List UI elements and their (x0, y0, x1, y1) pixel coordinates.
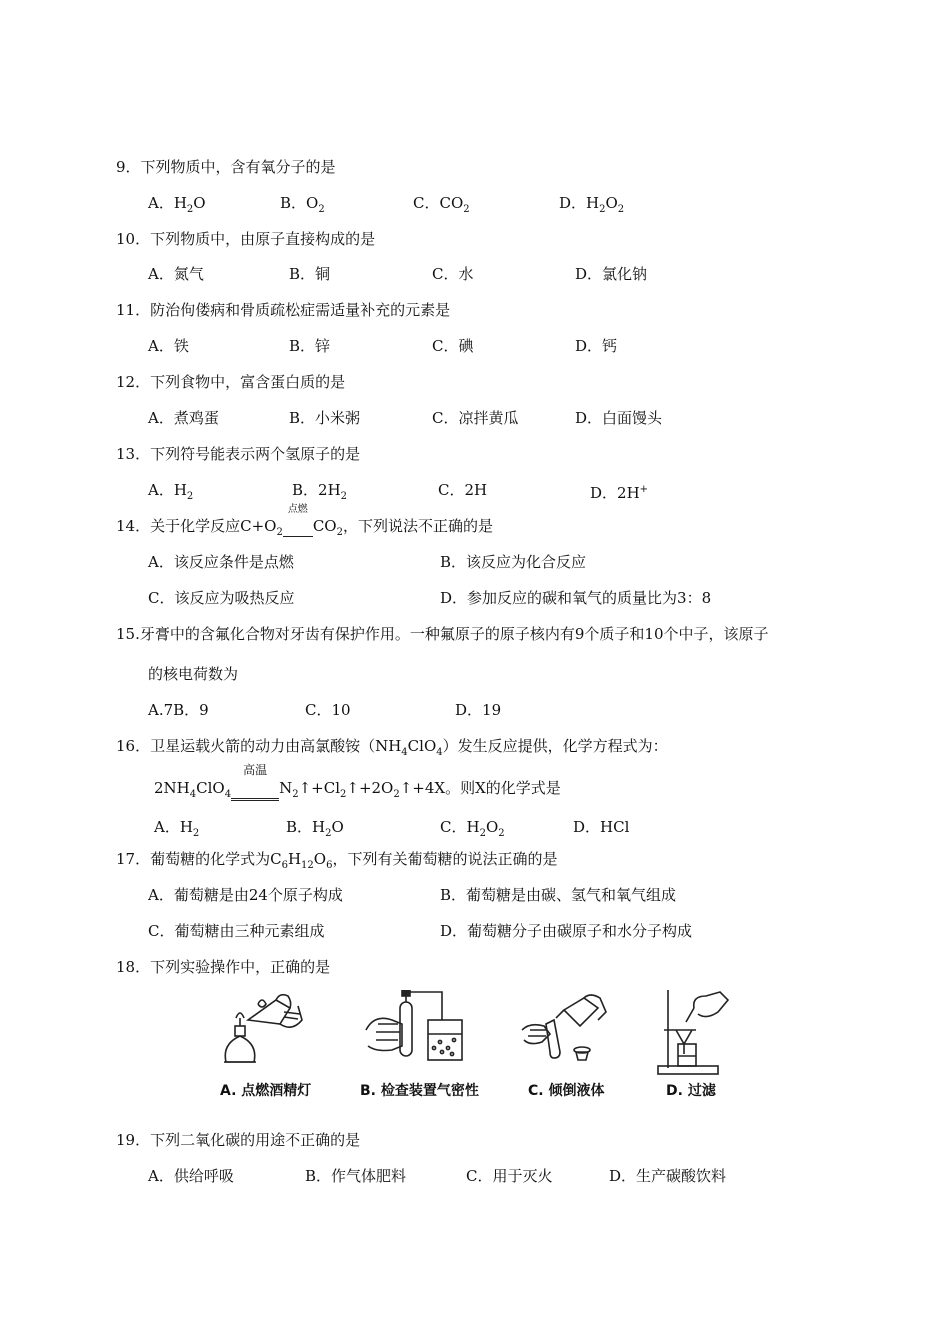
q16-option-d: D．HCl (573, 818, 630, 836)
q9-option-d: D．$H_2O_2$ (559, 194, 625, 215)
q19-option-d: D．生产碳酸饮料 (609, 1167, 727, 1185)
q9-stem: 9．下列物质中，含有氧分子的是 (116, 158, 336, 176)
figure-c-caption: C. 倾倒液体 (528, 1083, 605, 1099)
filtration-illustration (650, 988, 740, 1078)
q14-option-c: C．该反应为吸热反应 (148, 589, 295, 607)
q13-option-c: C．2H (438, 481, 488, 499)
q13-option-d: D．2H+ (590, 484, 649, 502)
q17-option-d: D．葡萄糖分子由碳原子和水分子构成 (440, 922, 693, 940)
q17-option-b: B．葡萄糖是由碳、氢气和氧气组成 (440, 886, 677, 904)
q16-stem: 16．卫星运载火箭的动力由高氯酸铵$(NH_4ClO_4)$发生反应提供，化学方程式为： (116, 737, 668, 758)
q9-option-a: A．$H_2O$ (148, 194, 206, 215)
q19-option-b: B．作气体肥料 (305, 1167, 407, 1185)
q17-option-a: A．葡萄糖是由24个原子构成 (148, 886, 343, 904)
q11-option-b: B．锌 (289, 337, 331, 355)
q10-option-c: C．水 (432, 265, 474, 283)
q14-option-b: B．该反应为化合反应 (440, 553, 587, 571)
q11-stem: 11．防治佝偻病和骨质疏松症需适量补充的元素是 (116, 301, 451, 319)
q17-stem: 17．葡萄糖的化学式为$C_6H_{12}O_6$，下列有关葡萄糖的说法正确的是 (116, 850, 558, 871)
q18-stem: 18．下列实验操作中，正确的是 (116, 958, 331, 976)
q12-option-a: A．煮鸡蛋 (148, 409, 219, 427)
q10-option-d: D．氯化钠 (575, 265, 648, 283)
q16-option-c: C．$H_2O_2$ (440, 818, 505, 839)
q16-option-a: A．$H_2$ (154, 818, 200, 839)
q12-option-c: C．凉拌黄瓜 (432, 409, 519, 427)
q13-option-a: A．$H_2$ (148, 481, 194, 502)
reaction-condition-equals: 高温 (231, 778, 279, 801)
q12-stem: 12．下列食物中，富含蛋白质的是 (116, 373, 346, 391)
q13-stem: 13．下列符号能表示两个氢原子的是 (116, 445, 361, 463)
q12-option-d: D．白面馒头 (575, 409, 663, 427)
figure-b-caption: B. 检查装置气密性 (360, 1083, 479, 1099)
q19-option-c: C．用于灭火 (466, 1167, 553, 1185)
q19-stem: 19．下列二氧化碳的用途不正确的是 (116, 1131, 361, 1149)
q9-option-b: B．$O_2$ (280, 194, 325, 215)
q14-stem: 14．关于化学反应$C+O_2$ 点燃 $CO_2$，下列说法不正确的是 (116, 504, 493, 538)
q12-option-b: B．小米粥 (289, 409, 361, 427)
q10-option-a: A．氮气 (148, 265, 204, 283)
q10-stem: 10．下列物质中，由原子直接构成的是 (116, 230, 376, 248)
q15-option-ab: A.7B．9 (148, 701, 209, 719)
figure-a-caption: A. 点燃酒精灯 (220, 1083, 312, 1099)
q11-option-a: A．铁 (148, 337, 189, 355)
q16-option-b: B．$H_2O$ (286, 818, 344, 839)
q13-option-b: B．$2H_2$ (292, 481, 348, 502)
q15-stem-line1: 15.牙膏中的含氟化合物对牙齿有保护作用。一种氟原子的原子核内有9个质子和10个中子，该原子 (116, 625, 769, 643)
q15-stem-line2: 的核电荷数为 (148, 665, 239, 683)
q9-option-c: C．$CO_2$ (413, 194, 470, 215)
q14-option-d: D．参加反应的碳和氧气的质量比为3：8 (440, 589, 712, 607)
q16-equation: $2NH_4ClO_4$ 高温 $N_2↑+Cl_2↑+2O_2↑+4X$。则X的化学式是 (154, 763, 561, 800)
q17-option-c: C．葡萄糖由三种元素组成 (148, 922, 325, 940)
q11-option-d: D．钙 (575, 337, 618, 355)
figure-d-caption: D. 过滤 (666, 1083, 716, 1099)
q15-option-c: C．10 (305, 701, 351, 719)
q14-option-a: A．该反应条件是点燃 (148, 553, 294, 571)
pouring-liquid-illustration (520, 990, 610, 1075)
q11-option-c: C．碘 (432, 337, 474, 355)
airtightness-check-illustration (362, 990, 472, 1075)
q10-option-b: B．铜 (289, 265, 331, 283)
q15-option-d: D．19 (455, 701, 502, 719)
q19-option-a: A．供给呼吸 (148, 1167, 234, 1185)
reaction-condition-arrow: 点燃 (283, 516, 313, 537)
alcohol-lamp-illustration (218, 990, 318, 1075)
